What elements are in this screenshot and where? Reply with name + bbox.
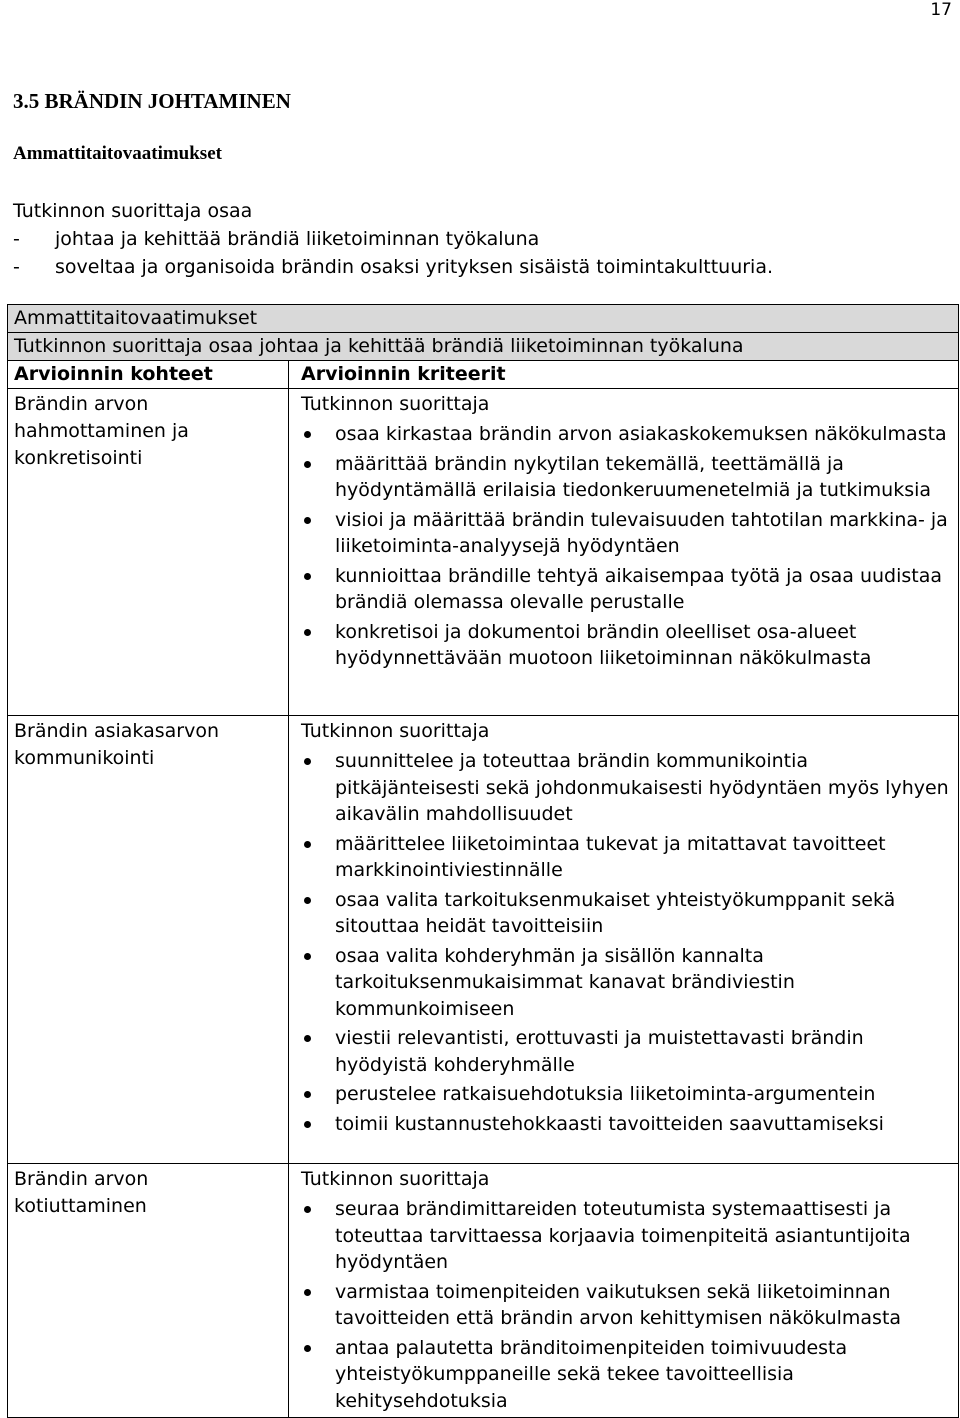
intro-item — [13, 225, 773, 253]
bullet-icon — [304, 1345, 311, 1352]
column-header-row — [8, 361, 959, 389]
criteria-list — [301, 1196, 952, 1414]
bullet-icon — [304, 629, 311, 636]
bullet-icon — [304, 1121, 311, 1128]
criteria-item: viestii relevantisti, erottuvasti ja muistettavasti brändin hyödyistä kohderyhmälle — [301, 1025, 952, 1078]
bullet-icon — [304, 1289, 311, 1296]
criteria-cell — [289, 716, 959, 1164]
requirements-heading: Ammattitaitovaatimukset — [13, 143, 222, 164]
criteria-list — [301, 748, 952, 1137]
bullet-icon — [304, 461, 311, 468]
criteria-item: osaa kirkastaa brändin arvon asiakaskokemuksen näkökulmasta — [301, 421, 952, 448]
intro-lead: Tutkinnon suorittaja osaa — [13, 200, 253, 222]
target-text: Brändin asiakasarvon kommunikointi — [14, 720, 219, 769]
criteria-table — [7, 304, 959, 1418]
criteria-item: määrittää brändin nykytilan tekemällä, teettämällä ja hyödyntämällä erilaisia tiedonkeruumenetelmiä ja tutkimuksia — [301, 451, 952, 504]
criteria-item: seuraa brändimittareiden toteutumista systemaattisesti ja toteuttaa tarvittaessa korjaavia toimenpiteitä asiantuntijoita hyödyntäen — [301, 1196, 952, 1276]
bullet-icon — [304, 897, 311, 904]
criteria-list — [301, 421, 952, 672]
criteria-item: konkretisoi ja dokumentoi brändin oleelliset osa-alueet hyödynnettävään muotoon liiketoiminnan näkökulmasta — [301, 619, 952, 672]
criteria-item: antaa palautetta bränditoimenpiteiden toimivuudesta yhteistyökumppaneille sekä tekee tavoitteellisia kehitysehdotuksia — [301, 1335, 952, 1415]
criteria-item: kunnioittaa brändille tehtyä aikaisempaa työtä ja osaa uudistaa brändiä olemassa olevalle perustalle — [301, 563, 952, 616]
criteria-item: suunnittelee ja toteuttaa brändin kommunikointia pitkäjänteisesti sekä johdonmukaisesti hyödyntäen myös lyhyen aikavälin mahdollisuudet — [301, 748, 952, 828]
bullet-icon — [304, 1035, 311, 1042]
table-row — [8, 389, 959, 716]
page-number: 17 — [930, 0, 952, 20]
table-header-subtitle: Tutkinnon suorittaja osaa johtaa ja kehittää brändiä liiketoiminnan työkaluna — [8, 333, 959, 361]
criteria-item: osaa valita tarkoituksenmukaiset yhteistyökumppanit sekä sitouttaa heidät tavoitteisiin — [301, 887, 952, 940]
bullet-icon — [304, 1091, 311, 1098]
bullet-icon — [304, 573, 311, 580]
criteria-item: toimii kustannustehokkaasti tavoitteiden saavuttamiseksi — [301, 1111, 952, 1138]
criteria-item: visioi ja määrittää brändin tulevaisuuden tahtotilan markkina- ja liiketoiminta-analyysejä hyödyntäen — [301, 507, 952, 560]
intro-item — [13, 253, 773, 281]
column-header-criteria: Arvioinnin kriteerit — [289, 361, 959, 389]
dash-marker: - — [13, 228, 20, 250]
column-header-targets: Arvioinnin kohteet — [8, 361, 289, 389]
bullet-icon — [304, 758, 311, 765]
bullet-icon — [304, 517, 311, 524]
intro-item-text: johtaa ja kehittää brändiä liiketoiminnan työkaluna — [55, 228, 540, 250]
criteria-lead: Tutkinnon suorittaja — [301, 720, 490, 742]
criteria-lead: Tutkinnon suorittaja — [301, 1168, 490, 1190]
criteria-item: perustelee ratkaisuehdotuksia liiketoiminta-argumentein — [301, 1081, 952, 1108]
target-cell — [8, 1164, 289, 1418]
criteria-cell — [289, 389, 959, 716]
dash-marker: - — [13, 256, 20, 278]
criteria-item: varmistaa toimenpiteiden vaikutuksen sekä liiketoiminnan tavoitteiden että brändin arvon kehittymisen näkökulmasta — [301, 1279, 952, 1332]
target-cell — [8, 389, 289, 716]
criteria-item: määrittelee liiketoimintaa tukevat ja mitattavat tavoitteet markkinointiviestinnälle — [301, 831, 952, 884]
criteria-cell — [289, 1164, 959, 1418]
table-header-title-row — [8, 305, 959, 333]
section-heading: 3.5 BRÄNDIN JOHTAMINEN — [13, 89, 291, 113]
intro-block — [13, 197, 773, 281]
criteria-item: osaa valita kohderyhmän ja sisällön kannalta tarkoituksenmukaisimmat kanavat brändiviestin kommunkoimiseen — [301, 943, 952, 1023]
bullet-icon — [304, 953, 311, 960]
intro-item-text: soveltaa ja organisoida brändin osaksi yrityksen sisäistä toimintakulttuuria. — [55, 256, 774, 278]
criteria-lead: Tutkinnon suorittaja — [301, 393, 490, 415]
table-header-subtitle-row — [8, 333, 959, 361]
table-header-title: Ammattitaitovaatimukset — [8, 305, 959, 333]
target-cell — [8, 716, 289, 1164]
table-row — [8, 1164, 959, 1418]
bullet-icon — [304, 431, 311, 438]
table-row — [8, 716, 959, 1164]
target-text: Brändin arvon hahmottaminen ja konkretisointi — [14, 393, 189, 469]
bullet-icon — [304, 1206, 311, 1213]
bullet-icon — [304, 841, 311, 848]
target-text: Brändin arvon kotiuttaminen — [14, 1168, 149, 1217]
